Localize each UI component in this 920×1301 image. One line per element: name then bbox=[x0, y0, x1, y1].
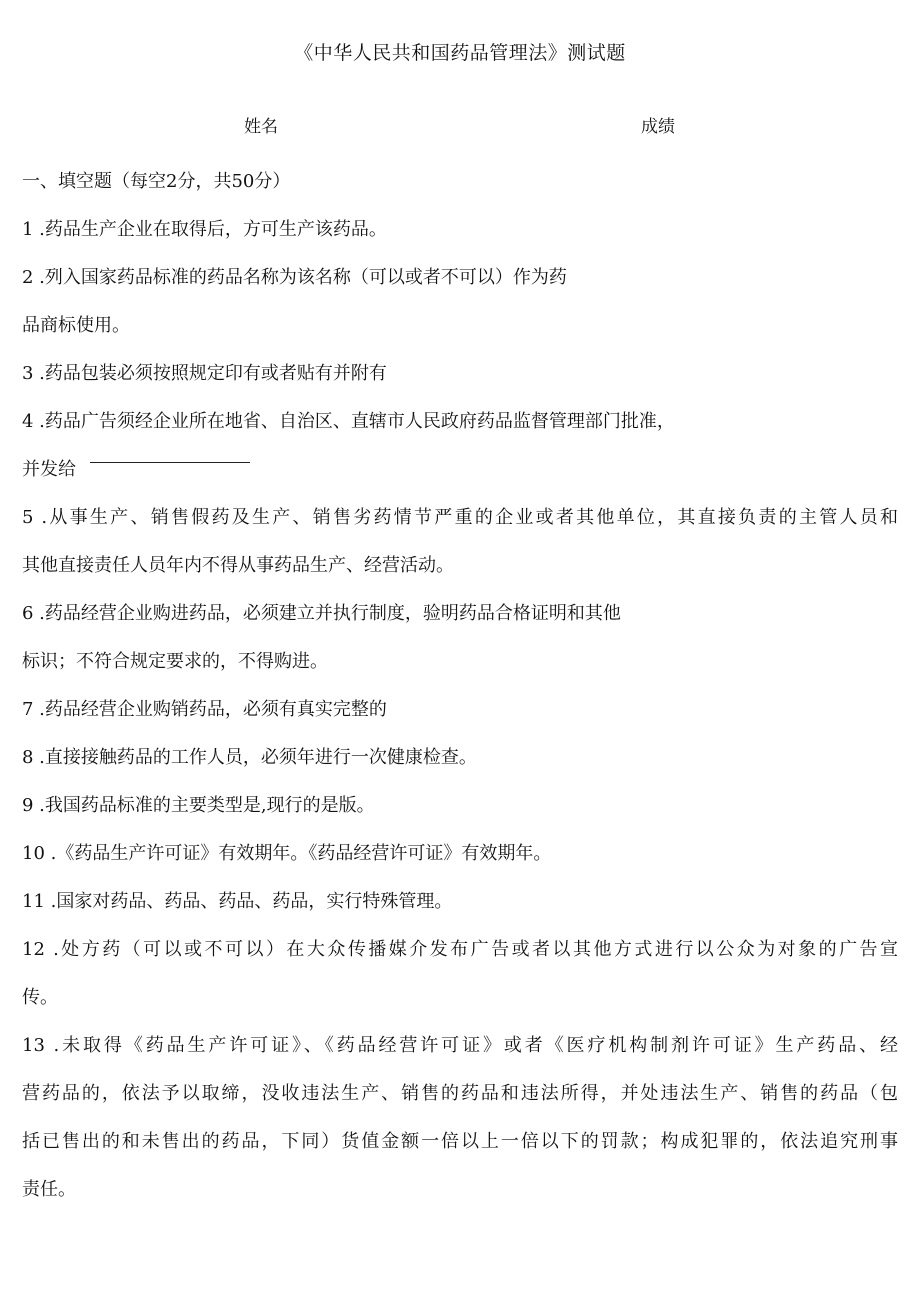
question-13-line-1: 13 .未取得《药品生产许可证》、《药品经营许可证》或者《医疗机构制剂许可证》生产药品、经 bbox=[22, 1035, 898, 1056]
question-2-line-1: 2 .列入国家药品标准的药品名称为该名称（可以或者不可以）作为药 bbox=[22, 267, 567, 288]
question-list bbox=[22, 158, 898, 1214]
question-12-line-2: 传。 bbox=[22, 987, 58, 1008]
question-4-line-1: 4 .药品广告须经企业所在地省、自治区、直辖市人民政府药品监督管理部门批准， bbox=[22, 411, 675, 432]
question-9: 9 .我国药品标准的主要类型是,现行的是版。 bbox=[22, 795, 375, 816]
section-heading: 一、填空题（每空2分，共50分） bbox=[22, 171, 291, 192]
question-10: 10 .《药品生产许可证》有效期年。《药品经营许可证》有效期年。 bbox=[22, 843, 552, 864]
question-7: 7 .药品经营企业购销药品，必须有真实完整的 bbox=[22, 699, 387, 720]
name-label: 姓名 bbox=[244, 117, 278, 137]
question-3: 3 .药品包装必须按照规定印有或者贴有并附有 bbox=[22, 363, 387, 384]
question-2-line-2: 品商标使用。 bbox=[22, 315, 130, 336]
page-title: 《中华人民共和国药品管理法》测试题 bbox=[294, 42, 626, 64]
question-4-line-2-text: 并发给 bbox=[22, 459, 76, 480]
question-4-line-2 bbox=[22, 446, 898, 494]
question-8: 8 .直接接触药品的工作人员，必须年进行一次健康检查。 bbox=[22, 747, 477, 768]
question-13-line-2: 营药品的，依法予以取缔，没收违法生产、销售的药品和违法所得，并处违法生产、销售的药品（包 bbox=[22, 1083, 898, 1104]
question-6-line-1: 6 .药品经营企业购进药品，必须建立并执行制度，验明药品合格证明和其他 bbox=[22, 603, 621, 624]
question-5-line-1: 5 .从事生产、销售假药及生产、销售劣药情节严重的企业或者其他单位，其直接负责的主管人员和 bbox=[22, 507, 898, 528]
question-6-line-2: 标识；不符合规定要求的，不得购进。 bbox=[22, 651, 328, 672]
question-12-line-1: 12 .处方药（可以或不可以）在大众传播媒介发布广告或者以其他方式进行以公众为对象的广告宣 bbox=[22, 939, 898, 960]
question-1: 1 .药品生产企业在取得后，方可生产该药品。 bbox=[22, 219, 387, 240]
question-13-line-4: 责任。 bbox=[22, 1179, 76, 1200]
question-13-line-3: 括已售出的和未售出的药品，下同）货值金额一倍以上一倍以下的罚款；构成犯罪的，依法追究刑事 bbox=[22, 1131, 898, 1152]
answer-blank bbox=[90, 461, 250, 463]
question-11: 11 .国家对药品、药品、药品、药品，实行特殊管理。 bbox=[22, 891, 453, 912]
score-label: 成绩 bbox=[641, 117, 675, 137]
question-5-line-2: 其他直接责任人员年内不得从事药品生产、经营活动。 bbox=[22, 555, 454, 576]
